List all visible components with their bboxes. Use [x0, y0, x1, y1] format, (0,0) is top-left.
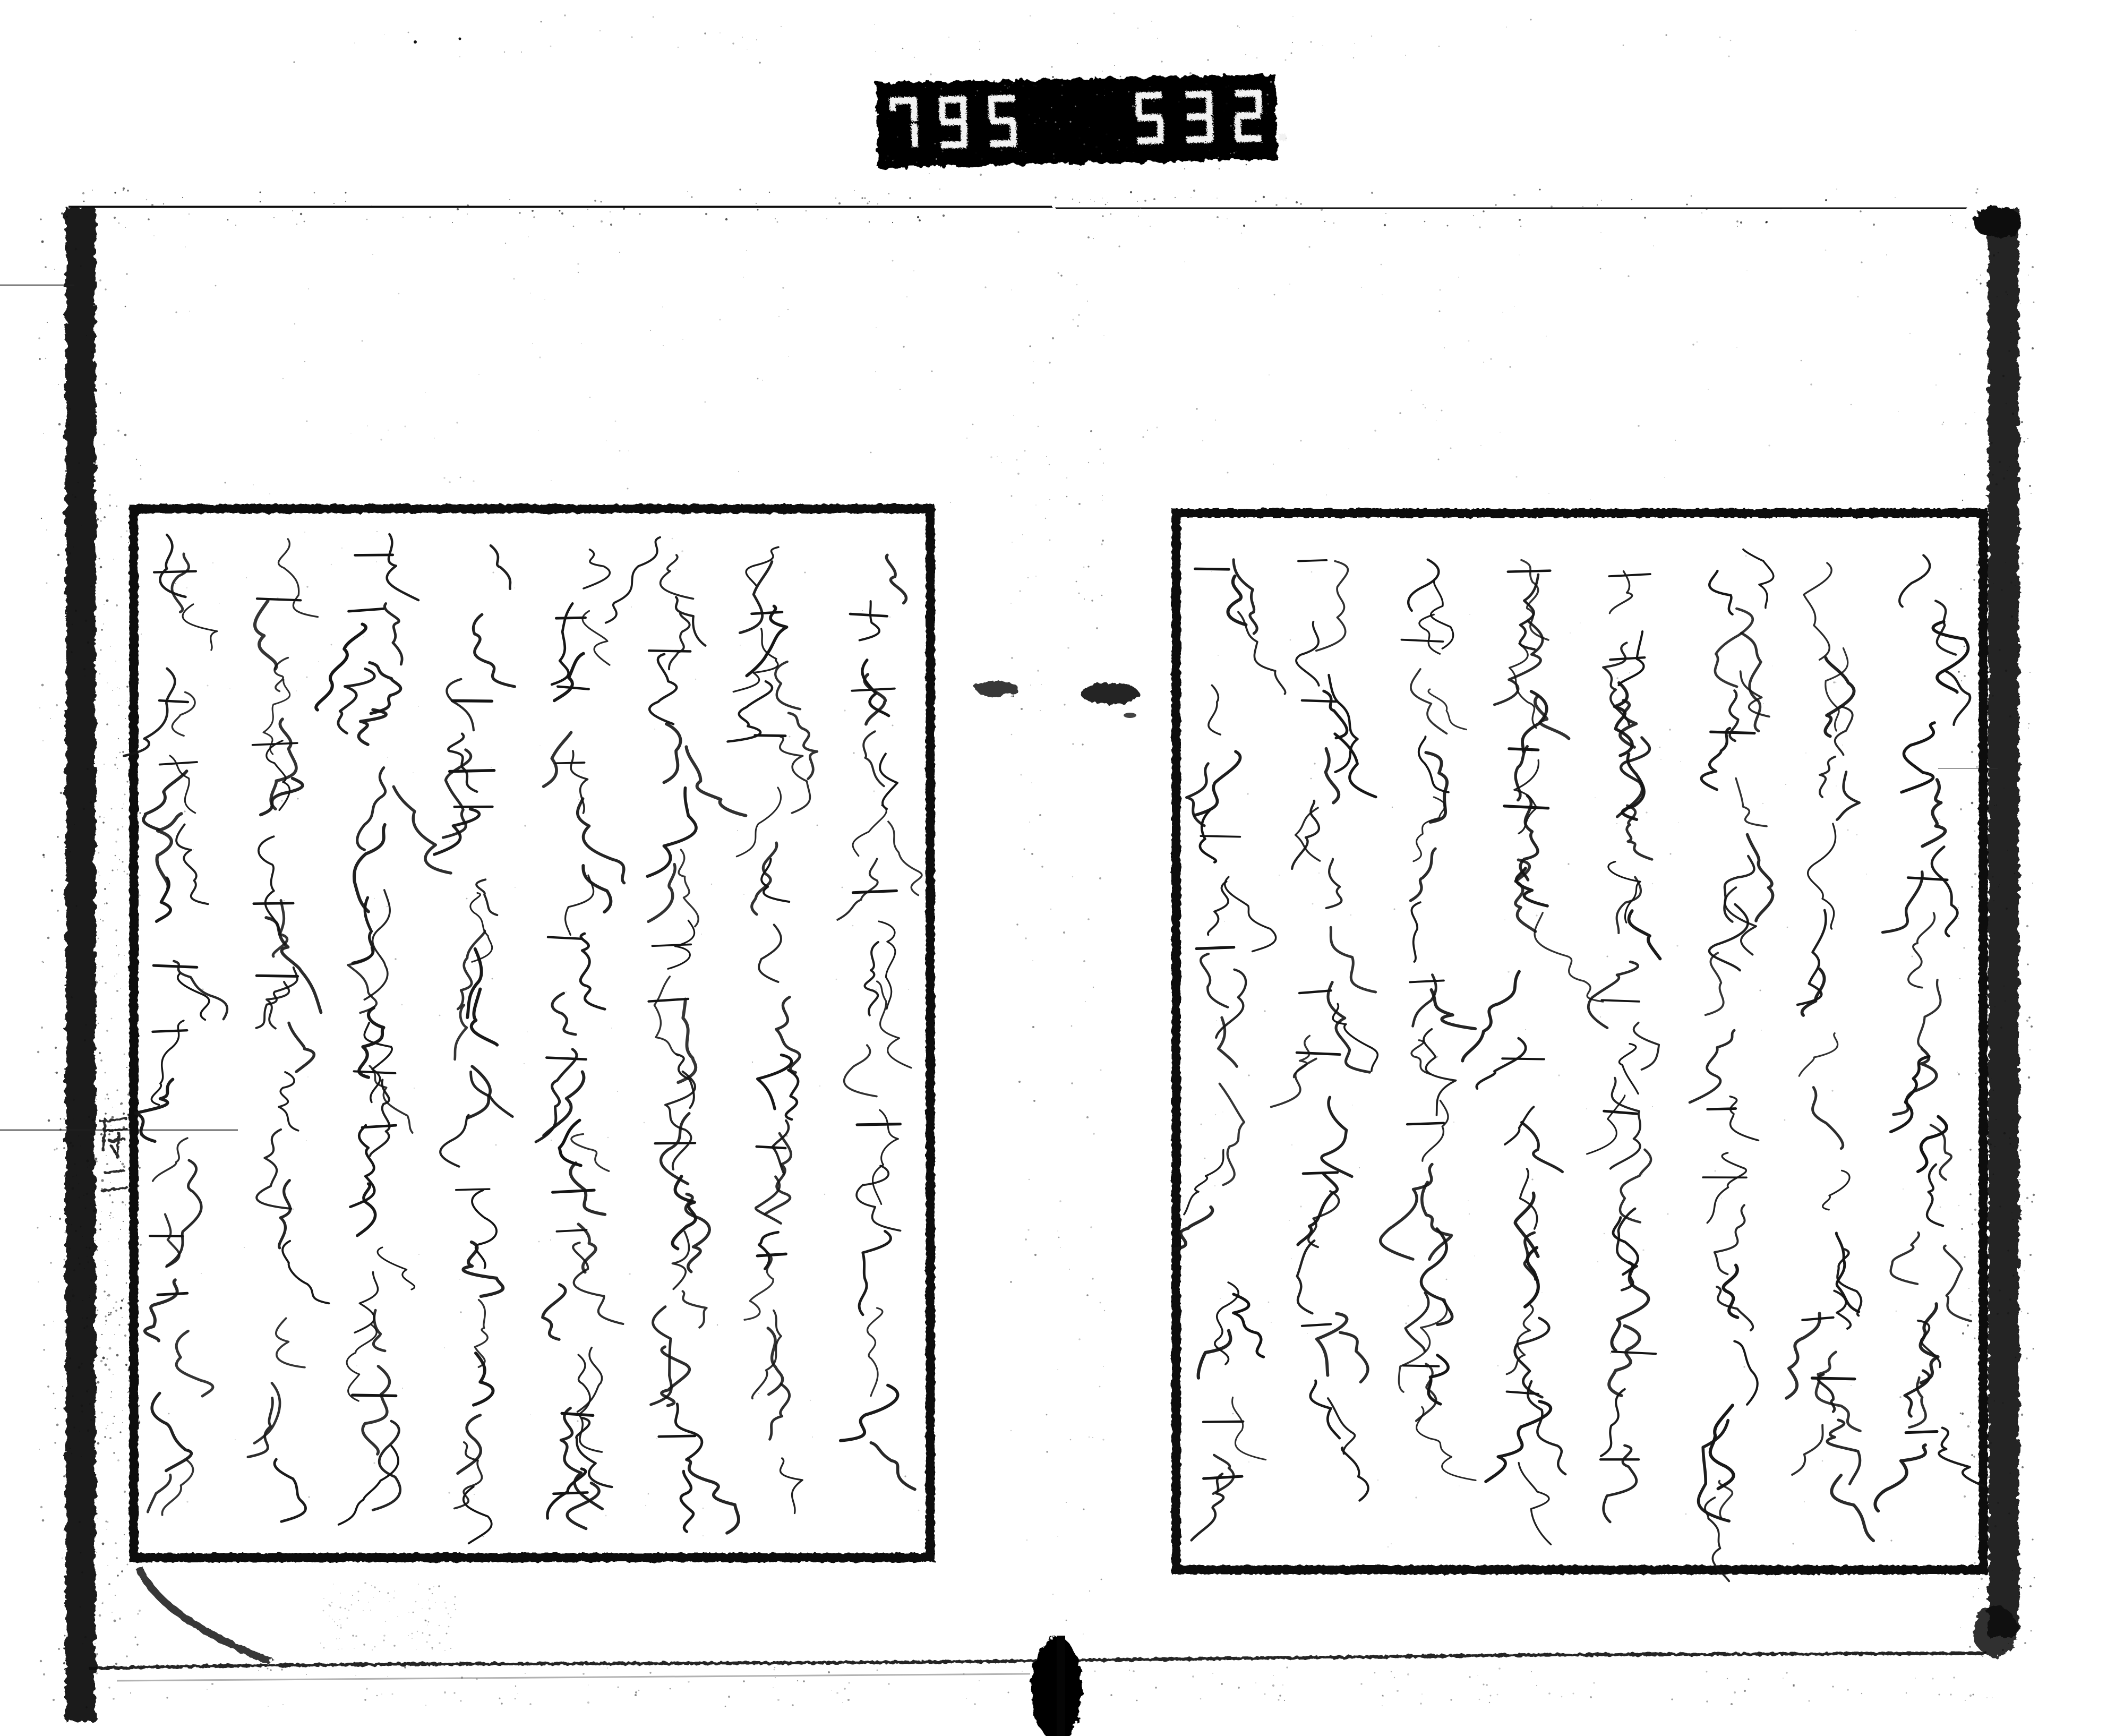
left-page-text — [124, 534, 922, 1543]
text-column — [837, 555, 922, 1489]
text-column — [1462, 560, 1603, 1545]
speckle-noise — [1010, 236, 1105, 1635]
text-column — [248, 539, 329, 1521]
text-column — [434, 545, 515, 1543]
right-page-frame — [1176, 513, 1983, 1570]
text-column — [536, 550, 624, 1529]
text-column — [1587, 571, 1660, 1523]
speckle-noise — [153, 232, 1020, 503]
speckle-noise — [1066, 232, 1981, 500]
binding-gutter — [976, 208, 1139, 1736]
margin-marker — [101, 1118, 127, 1191]
text-column — [606, 537, 746, 1533]
frame-counter — [876, 74, 1286, 168]
speckle-noise — [320, 1582, 456, 1651]
book-edges — [0, 187, 2035, 1722]
text-column — [124, 535, 227, 1515]
text-column — [1271, 560, 1378, 1501]
text-column — [1175, 560, 1285, 1541]
text-column — [1690, 550, 1774, 1581]
text-column — [1786, 563, 1873, 1541]
right-page-text — [1175, 550, 1985, 1581]
text-column — [316, 534, 451, 1525]
text-column — [1875, 555, 1984, 1511]
text-column — [727, 547, 817, 1513]
speckle-noise — [293, 13, 1856, 64]
text-column — [1381, 560, 1476, 1481]
